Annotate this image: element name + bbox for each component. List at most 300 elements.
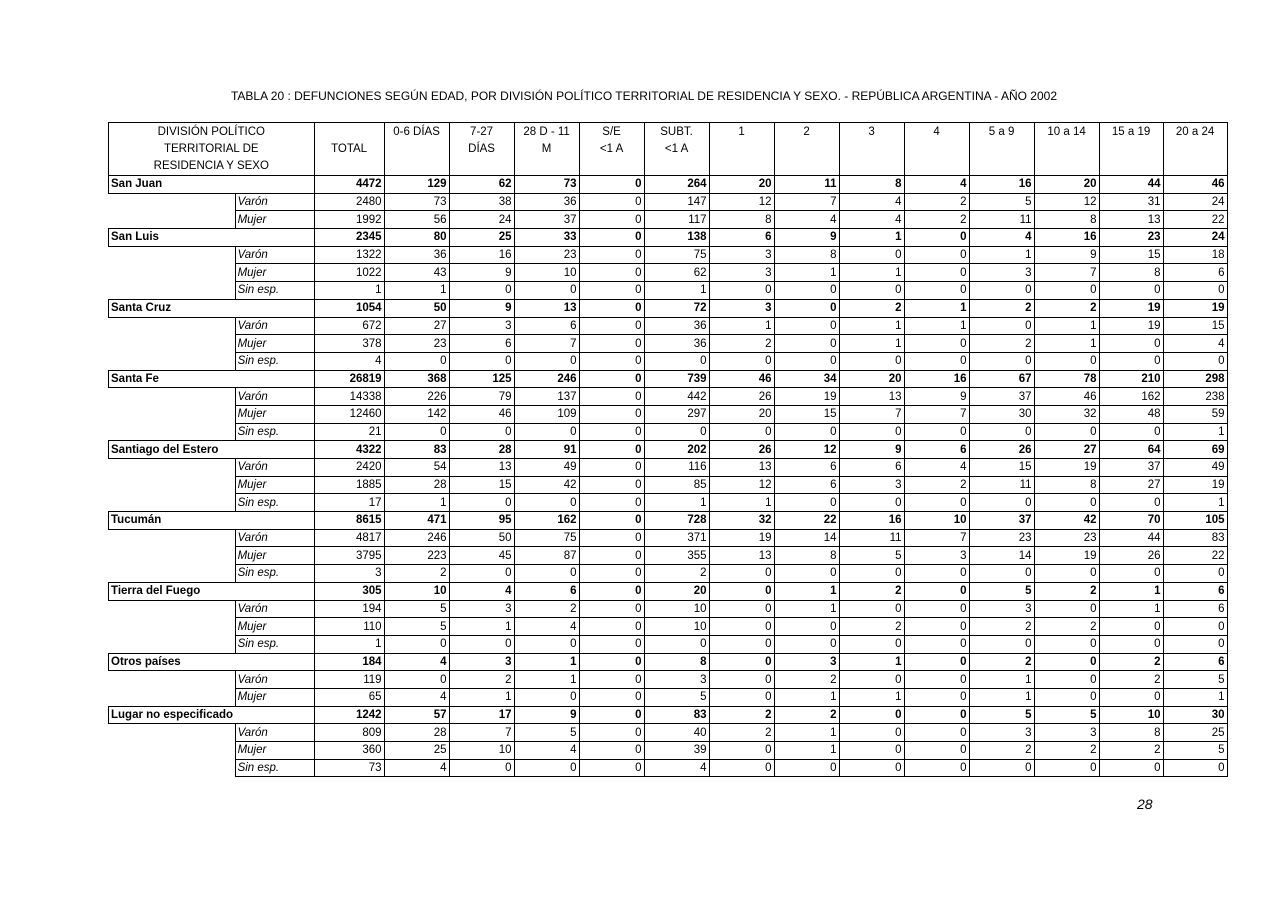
value-cell: 2 <box>1099 742 1163 760</box>
value-cell: 5 <box>1163 671 1227 689</box>
indent-cell <box>109 193 236 211</box>
sex-label: Mujer <box>235 264 314 282</box>
table-row <box>109 193 1228 211</box>
value-cell: 27 <box>1099 476 1163 494</box>
value-cell: 1 <box>449 618 514 636</box>
value-cell: 39 <box>644 742 709 760</box>
sex-label: Sin esp. <box>235 759 314 777</box>
value-cell: 6 <box>1163 600 1227 618</box>
value-cell: 1 <box>904 299 969 317</box>
value-cell: 7 <box>774 193 839 211</box>
value-cell: 36 <box>514 193 579 211</box>
indent-cell <box>109 600 236 618</box>
value-cell: 0 <box>839 282 904 300</box>
value-cell: 7 <box>1034 264 1099 282</box>
value-cell: 1 <box>774 264 839 282</box>
header-division <box>109 123 315 176</box>
value-cell: 0 <box>709 282 774 300</box>
value-cell: 37 <box>969 388 1034 406</box>
sex-label: Varón <box>235 193 314 211</box>
value-cell: 19 <box>1099 299 1163 317</box>
value-cell: 4 <box>1163 335 1227 353</box>
value-cell: 0 <box>579 246 644 264</box>
value-cell: 15 <box>1099 246 1163 264</box>
indent-cell <box>109 618 236 636</box>
value-cell: 1 <box>839 653 904 671</box>
table-row <box>109 547 1228 565</box>
value-cell: 0 <box>709 352 774 370</box>
value-cell: 28 <box>384 724 449 742</box>
value-cell: 49 <box>514 459 579 477</box>
value-cell: 27 <box>1034 441 1099 459</box>
value-cell: 17 <box>314 494 384 512</box>
value-cell: 5 <box>839 547 904 565</box>
value-cell: 125 <box>449 370 514 388</box>
table-row <box>109 671 1228 689</box>
value-cell: 0 <box>839 494 904 512</box>
value-cell: 37 <box>514 211 579 229</box>
value-cell: 3795 <box>314 547 384 565</box>
value-cell: 0 <box>969 565 1034 583</box>
table-row <box>109 246 1228 264</box>
region-label-cont <box>235 229 314 247</box>
value-cell: 8615 <box>314 512 384 530</box>
value-cell: 23 <box>1034 529 1099 547</box>
region-label: San Luis <box>109 229 236 247</box>
value-cell: 0 <box>774 335 839 353</box>
value-cell: 0 <box>579 282 644 300</box>
value-cell: 1 <box>774 742 839 760</box>
sex-label: Sin esp. <box>235 352 314 370</box>
value-cell: 4 <box>644 759 709 777</box>
value-cell: 69 <box>1163 441 1227 459</box>
value-cell: 809 <box>314 724 384 742</box>
table-row <box>109 600 1228 618</box>
value-cell: 19 <box>1034 459 1099 477</box>
value-cell: 5 <box>1163 742 1227 760</box>
sex-label: Mujer <box>235 688 314 706</box>
value-cell: 4 <box>904 459 969 477</box>
value-cell: 28 <box>384 476 449 494</box>
value-cell: 1 <box>774 688 839 706</box>
value-cell: 0 <box>579 193 644 211</box>
value-cell: 2 <box>969 335 1034 353</box>
value-cell: 0 <box>904 742 969 760</box>
value-cell: 0 <box>709 759 774 777</box>
indent-cell <box>109 688 236 706</box>
value-cell: 2480 <box>314 193 384 211</box>
value-cell: 42 <box>514 476 579 494</box>
sex-label: Varón <box>235 724 314 742</box>
header-text: DÍAS <box>468 143 495 155</box>
value-cell: 1992 <box>314 211 384 229</box>
value-cell: 210 <box>1099 370 1163 388</box>
value-cell: 1 <box>969 671 1034 689</box>
value-cell: 83 <box>644 706 709 724</box>
value-cell: 67 <box>969 370 1034 388</box>
value-cell: 14338 <box>314 388 384 406</box>
value-cell: 9 <box>449 299 514 317</box>
value-cell: 26 <box>709 388 774 406</box>
header-text: 5 a 9 <box>988 126 1015 138</box>
value-cell: 32 <box>709 512 774 530</box>
value-cell: 0 <box>579 742 644 760</box>
indent-cell <box>109 282 236 300</box>
indent-cell <box>109 476 236 494</box>
value-cell: 0 <box>904 229 969 247</box>
value-cell: 19 <box>1034 547 1099 565</box>
value-cell: 2 <box>449 671 514 689</box>
sex-label: Sin esp. <box>235 282 314 300</box>
header-col-4 <box>514 123 579 176</box>
value-cell: 0 <box>579 388 644 406</box>
table-row <box>109 335 1228 353</box>
table-body <box>109 176 1228 777</box>
value-cell: 360 <box>314 742 384 760</box>
table-row <box>109 388 1228 406</box>
value-cell: 15 <box>969 459 1034 477</box>
sex-label: Mujer <box>235 335 314 353</box>
value-cell: 1 <box>839 688 904 706</box>
value-cell: 0 <box>1163 759 1227 777</box>
value-cell: 1 <box>314 282 384 300</box>
deaths-table <box>108 122 1228 777</box>
value-cell: 0 <box>904 653 969 671</box>
header-text: 7-27 <box>470 126 494 138</box>
value-cell: 0 <box>1099 759 1163 777</box>
value-cell: 0 <box>514 282 579 300</box>
value-cell: 91 <box>514 441 579 459</box>
value-cell: 264 <box>644 176 709 194</box>
value-cell: 0 <box>579 565 644 583</box>
indent-cell <box>109 529 236 547</box>
header-text: 2 <box>803 126 810 138</box>
value-cell: 371 <box>644 529 709 547</box>
value-cell: 1 <box>839 229 904 247</box>
header-text: 15 a 19 <box>1111 126 1151 138</box>
value-cell: 46 <box>449 405 514 423</box>
value-cell: 3 <box>969 600 1034 618</box>
value-cell: 12 <box>709 193 774 211</box>
value-cell: 16 <box>449 246 514 264</box>
value-cell: 5 <box>514 724 579 742</box>
region-label-cont <box>235 582 314 600</box>
value-cell: 0 <box>839 246 904 264</box>
value-cell: 0 <box>384 423 449 441</box>
value-cell: 0 <box>839 724 904 742</box>
value-cell: 5 <box>969 706 1034 724</box>
header-text: <1 A <box>599 143 624 155</box>
value-cell: 194 <box>314 600 384 618</box>
sex-label: Varón <box>235 459 314 477</box>
value-cell: 8 <box>1099 724 1163 742</box>
value-cell: 0 <box>514 688 579 706</box>
value-cell: 246 <box>384 529 449 547</box>
header-text: 20 a 24 <box>1175 126 1215 138</box>
region-label-cont <box>235 512 314 530</box>
region-label-cont <box>235 706 314 724</box>
sex-label: Sin esp. <box>235 635 314 653</box>
table-row <box>109 565 1228 583</box>
value-cell: 1322 <box>314 246 384 264</box>
value-cell: 31 <box>1099 193 1163 211</box>
header-col-7 <box>709 123 774 176</box>
value-cell: 7 <box>839 405 904 423</box>
sex-label: Varón <box>235 317 314 335</box>
value-cell: 0 <box>644 635 709 653</box>
value-cell: 46 <box>1163 176 1227 194</box>
value-cell: 0 <box>904 264 969 282</box>
region-row <box>109 441 1228 459</box>
value-cell: 10 <box>384 582 449 600</box>
sex-label: Sin esp. <box>235 494 314 512</box>
value-cell: 9 <box>514 706 579 724</box>
value-cell: 65 <box>314 688 384 706</box>
value-cell: 5 <box>384 618 449 636</box>
region-row <box>109 176 1228 194</box>
value-cell: 75 <box>514 529 579 547</box>
value-cell: 5 <box>1034 706 1099 724</box>
value-cell: 0 <box>579 423 644 441</box>
value-cell: 4 <box>839 193 904 211</box>
value-cell: 0 <box>579 211 644 229</box>
sex-label: Sin esp. <box>235 423 314 441</box>
header-text: 0-6 DÍAS <box>393 126 440 138</box>
value-cell: 20 <box>709 176 774 194</box>
value-cell: 0 <box>579 299 644 317</box>
value-cell: 2 <box>1099 653 1163 671</box>
value-cell: 75 <box>644 246 709 264</box>
value-cell: 0 <box>1034 635 1099 653</box>
value-cell: 8 <box>774 547 839 565</box>
value-cell: 1 <box>774 724 839 742</box>
value-cell: 1 <box>709 317 774 335</box>
region-label-cont <box>235 370 314 388</box>
value-cell: 2 <box>969 742 1034 760</box>
value-cell: 25 <box>1163 724 1227 742</box>
table-row <box>109 282 1228 300</box>
value-cell: 3 <box>314 565 384 583</box>
value-cell: 1 <box>644 282 709 300</box>
value-cell: 33 <box>514 229 579 247</box>
region-label-cont <box>235 653 314 671</box>
value-cell: 9 <box>774 229 839 247</box>
value-cell: 0 <box>514 759 579 777</box>
value-cell: 117 <box>644 211 709 229</box>
value-cell: 1 <box>839 317 904 335</box>
value-cell: 5 <box>969 582 1034 600</box>
value-cell: 2 <box>1034 742 1099 760</box>
value-cell: 0 <box>774 565 839 583</box>
header-text: <1 A <box>664 143 689 155</box>
value-cell: 1 <box>384 494 449 512</box>
table-row <box>109 529 1228 547</box>
value-cell: 0 <box>514 494 579 512</box>
value-cell: 6 <box>1163 653 1227 671</box>
value-cell: 0 <box>579 600 644 618</box>
value-cell: 6 <box>514 317 579 335</box>
value-cell: 129 <box>384 176 449 194</box>
value-cell: 137 <box>514 388 579 406</box>
value-cell: 3 <box>449 653 514 671</box>
page-number: 28 <box>1137 796 1153 812</box>
value-cell: 22 <box>1163 211 1227 229</box>
value-cell: 15 <box>449 476 514 494</box>
value-cell: 0 <box>449 423 514 441</box>
value-cell: 1022 <box>314 264 384 282</box>
table-row <box>109 759 1228 777</box>
value-cell: 0 <box>904 600 969 618</box>
value-cell: 12 <box>709 476 774 494</box>
region-label-cont <box>235 176 314 194</box>
value-cell: 11 <box>969 211 1034 229</box>
indent-cell <box>109 459 236 477</box>
value-cell: 0 <box>449 635 514 653</box>
value-cell: 0 <box>1163 635 1227 653</box>
value-cell: 0 <box>904 335 969 353</box>
value-cell: 5 <box>384 600 449 618</box>
value-cell: 12 <box>774 441 839 459</box>
value-cell: 10 <box>514 264 579 282</box>
value-cell: 9 <box>1034 246 1099 264</box>
value-cell: 0 <box>904 282 969 300</box>
value-cell: 0 <box>644 423 709 441</box>
header-col-9 <box>839 123 904 176</box>
value-cell: 26 <box>709 441 774 459</box>
value-cell: 0 <box>774 635 839 653</box>
value-cell: 1 <box>839 335 904 353</box>
header-col-1 <box>314 123 384 176</box>
value-cell: 0 <box>579 547 644 565</box>
value-cell: 0 <box>579 671 644 689</box>
value-cell: 0 <box>1163 565 1227 583</box>
value-cell: 0 <box>514 635 579 653</box>
value-cell: 0 <box>1034 688 1099 706</box>
value-cell: 3 <box>644 671 709 689</box>
value-cell: 1 <box>1099 600 1163 618</box>
value-cell: 0 <box>579 352 644 370</box>
region-row <box>109 370 1228 388</box>
value-cell: 73 <box>384 193 449 211</box>
table-row <box>109 264 1228 282</box>
value-cell: 0 <box>579 370 644 388</box>
value-cell: 37 <box>969 512 1034 530</box>
value-cell: 0 <box>969 282 1034 300</box>
sex-label: Mujer <box>235 211 314 229</box>
value-cell: 19 <box>709 529 774 547</box>
value-cell: 0 <box>709 671 774 689</box>
table-row <box>109 494 1228 512</box>
value-cell: 9 <box>904 388 969 406</box>
header-text: 28 D - 11 <box>523 126 570 138</box>
table-row <box>109 423 1228 441</box>
value-cell: 15 <box>774 405 839 423</box>
value-cell: 0 <box>774 282 839 300</box>
sex-label: Varón <box>235 529 314 547</box>
sex-label: Mujer <box>235 618 314 636</box>
value-cell: 87 <box>514 547 579 565</box>
indent-cell <box>109 547 236 565</box>
value-cell: 85 <box>644 476 709 494</box>
value-cell: 6 <box>774 476 839 494</box>
sex-label: Mujer <box>235 405 314 423</box>
value-cell: 7 <box>904 405 969 423</box>
sex-label: Sin esp. <box>235 565 314 583</box>
value-cell: 6 <box>514 582 579 600</box>
value-cell: 184 <box>314 653 384 671</box>
indent-cell <box>109 388 236 406</box>
value-cell: 1 <box>514 653 579 671</box>
value-cell: 4 <box>904 176 969 194</box>
indent-cell <box>109 246 236 264</box>
value-cell: 11 <box>839 529 904 547</box>
value-cell: 1 <box>384 282 449 300</box>
indent-cell <box>109 317 236 335</box>
value-cell: 0 <box>579 653 644 671</box>
value-cell: 0 <box>1099 335 1163 353</box>
value-cell: 0 <box>1163 352 1227 370</box>
value-cell: 0 <box>774 618 839 636</box>
header-col-5 <box>579 123 644 176</box>
header-text: SUBT. <box>660 126 693 138</box>
value-cell: 25 <box>449 229 514 247</box>
value-cell: 0 <box>709 742 774 760</box>
value-cell: 0 <box>384 352 449 370</box>
value-cell: 14 <box>774 529 839 547</box>
value-cell: 2 <box>1034 582 1099 600</box>
value-cell: 0 <box>904 423 969 441</box>
value-cell: 6 <box>1163 264 1227 282</box>
value-cell: 49 <box>1163 459 1227 477</box>
value-cell: 20 <box>644 582 709 600</box>
value-cell: 1885 <box>314 476 384 494</box>
table-row <box>109 688 1228 706</box>
value-cell: 20 <box>709 405 774 423</box>
value-cell: 11 <box>774 176 839 194</box>
value-cell: 13 <box>839 388 904 406</box>
header-col-2 <box>384 123 449 176</box>
value-cell: 6 <box>1163 582 1227 600</box>
value-cell: 1054 <box>314 299 384 317</box>
value-cell: 3 <box>709 246 774 264</box>
value-cell: 19 <box>1163 476 1227 494</box>
indent-cell <box>109 405 236 423</box>
value-cell: 2 <box>384 565 449 583</box>
table-row <box>109 476 1228 494</box>
region-label: Tierra del Fuego <box>109 582 236 600</box>
value-cell: 2 <box>1034 299 1099 317</box>
value-cell: 0 <box>579 317 644 335</box>
value-cell: 0 <box>904 582 969 600</box>
value-cell: 0 <box>579 582 644 600</box>
region-label-cont <box>235 299 314 317</box>
value-cell: 20 <box>839 370 904 388</box>
value-cell: 21 <box>314 423 384 441</box>
value-cell: 0 <box>904 246 969 264</box>
value-cell: 28 <box>449 441 514 459</box>
table-row <box>109 211 1228 229</box>
value-cell: 43 <box>384 264 449 282</box>
value-cell: 8 <box>709 211 774 229</box>
value-cell: 0 <box>1034 565 1099 583</box>
value-cell: 59 <box>1163 405 1227 423</box>
value-cell: 1 <box>1163 494 1227 512</box>
value-cell: 72 <box>644 299 709 317</box>
value-cell: 0 <box>774 494 839 512</box>
indent-cell <box>109 565 236 583</box>
value-cell: 0 <box>384 635 449 653</box>
value-cell: 0 <box>1034 282 1099 300</box>
